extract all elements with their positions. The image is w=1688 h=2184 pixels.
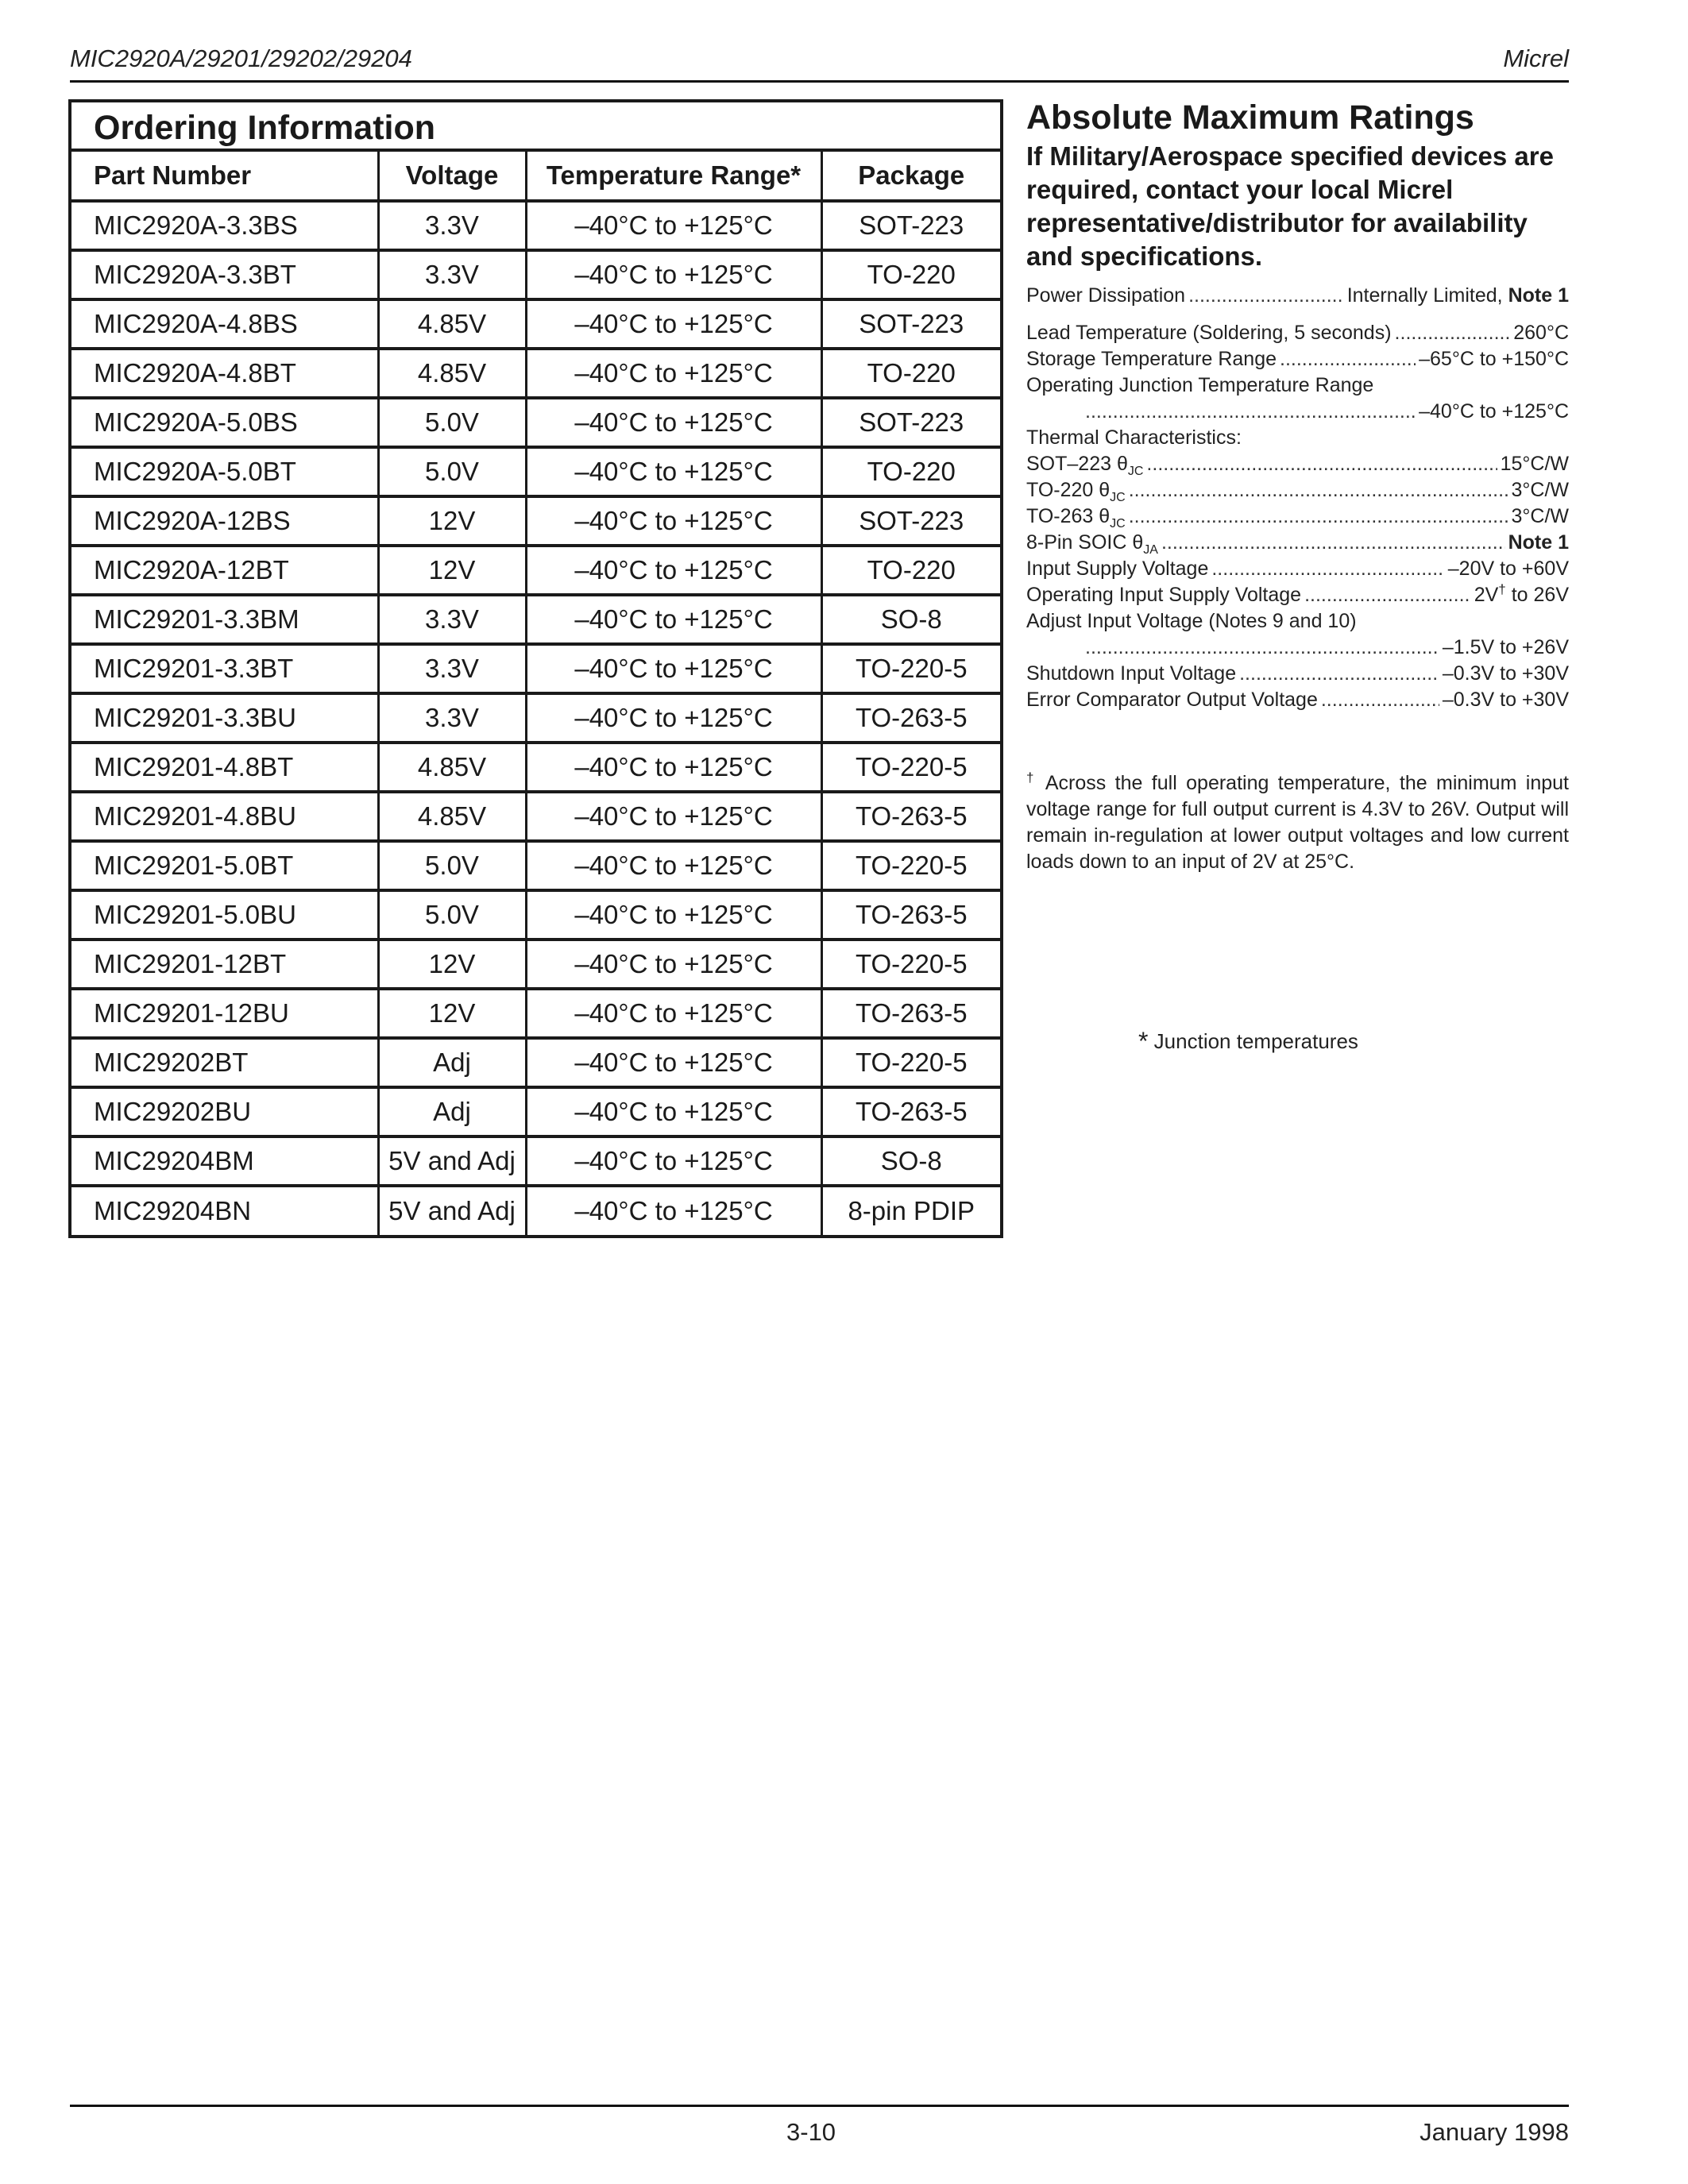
part-number-cell: MIC29201-4.8BT xyxy=(71,743,378,792)
rating-value: 3°C/W xyxy=(1511,505,1569,527)
voltage-cell: 3.3V xyxy=(378,250,526,299)
temperature-range-cell: –40°C to +125°C xyxy=(526,546,821,595)
package-cell: TO-220 xyxy=(821,546,1000,595)
part-number-cell: MIC2920A-12BT xyxy=(71,546,378,595)
rating-label: TO-220 $\theta_{JC}$ xyxy=(1026,479,1126,504)
leader-dots xyxy=(1146,451,1497,477)
voltage-cell: 5.0V xyxy=(378,398,526,447)
footer-rule xyxy=(70,2105,1569,2107)
voltage-cell: 5V and Adj xyxy=(378,1136,526,1186)
temperature-range-cell: –40°C to +125°C xyxy=(526,841,821,890)
rating-label: Power Dissipation xyxy=(1026,284,1186,307)
table-row xyxy=(71,299,1000,349)
package-cell: TO-263-5 xyxy=(821,989,1000,1038)
rating-sot223-theta xyxy=(1026,451,1569,477)
dagger-mark: † xyxy=(1498,581,1506,597)
temperature-range-cell: –40°C to +125°C xyxy=(526,447,821,496)
rating-value: Note 1 xyxy=(1508,531,1569,554)
header-rule xyxy=(70,80,1569,83)
rating-input-supply-voltage xyxy=(1026,556,1569,582)
leader-dots xyxy=(1085,399,1416,425)
part-number-cell: MIC29201-12BT xyxy=(71,940,378,989)
part-number-cell: MIC29201-3.3BU xyxy=(71,693,378,743)
rating-to220-theta xyxy=(1026,477,1569,504)
package-cell: TO-263-5 xyxy=(821,693,1000,743)
temperature-range-cell: –40°C to +125°C xyxy=(526,1136,821,1186)
rating-label: SOT–223 $\theta_{JC}$ xyxy=(1026,453,1144,478)
voltage-cell: 4.85V xyxy=(378,299,526,349)
package-cell: SOT-223 xyxy=(821,496,1000,546)
voltage-cell: 5.0V xyxy=(378,447,526,496)
voltage-cell: Adj xyxy=(378,1087,526,1136)
leader-dots xyxy=(1395,320,1511,346)
table-row xyxy=(71,1038,1000,1087)
package-cell: TO-220-5 xyxy=(821,940,1000,989)
note-reference: Note 1 xyxy=(1508,284,1569,307)
rating-value: –1.5V to +26V xyxy=(1442,636,1569,658)
page-number: 3-10 xyxy=(786,2118,836,2146)
part-number-cell: MIC29202BT xyxy=(71,1038,378,1087)
voltage-cell: 5V and Adj xyxy=(378,1186,526,1235)
package-cell: TO-263-5 xyxy=(821,792,1000,841)
part-number-cell: MIC29201-3.3BM xyxy=(71,595,378,644)
table-row xyxy=(71,841,1000,890)
voltage-cell: Adj xyxy=(378,1038,526,1087)
junction-footnote-text: Junction temperatures xyxy=(1148,1029,1358,1053)
part-number-cell: MIC29202BU xyxy=(71,1087,378,1136)
temperature-range-cell: –40°C to +125°C xyxy=(526,989,821,1038)
ordering-information-title: Ordering Information xyxy=(71,102,1000,152)
table-row xyxy=(71,1087,1000,1136)
asterisk-symbol: * xyxy=(1138,1027,1149,1055)
part-number-cell: MIC2920A-4.8BT xyxy=(71,349,378,398)
dagger-footnote-text: Across the full operating temperature, the minimum input voltage range for full output current is 4.3V to 26V. Output will remain in-regulation at lower output voltages and low current loads down to an input of 2V at 25°C. xyxy=(1026,772,1569,873)
package-cell: TO-220-5 xyxy=(821,841,1000,890)
rating-adjust-input-label: Adjust Input Voltage (Notes 9 and 10) xyxy=(1026,610,1357,632)
temperature-range-cell: –40°C to +125°C xyxy=(526,644,821,693)
junction-temperature-footnote xyxy=(1138,1027,1358,1056)
leader-dots xyxy=(1304,582,1471,608)
package-cell: TO-220-5 xyxy=(821,1038,1000,1087)
temperature-range-cell: –40°C to +125°C xyxy=(526,398,821,447)
package-cell: SO-8 xyxy=(821,1136,1000,1186)
rating-value: 15°C/W xyxy=(1500,453,1569,475)
voltage-cell: 12V xyxy=(378,989,526,1038)
table-row xyxy=(71,398,1000,447)
part-number-cell: MIC2920A-4.8BS xyxy=(71,299,378,349)
table-row xyxy=(71,743,1000,792)
rating-value: –40°C to +125°C xyxy=(1419,400,1569,423)
table-row xyxy=(71,989,1000,1038)
leader-dots xyxy=(1321,687,1439,713)
leader-dots xyxy=(1280,346,1416,372)
part-number-cell: MIC29201-5.0BT xyxy=(71,841,378,890)
table-row xyxy=(71,447,1000,496)
package-cell: TO-220 xyxy=(821,250,1000,299)
part-number-cell: MIC2920A-3.3BT xyxy=(71,250,378,299)
voltage-cell: 3.3V xyxy=(378,201,526,250)
voltage-cell: 4.85V xyxy=(378,743,526,792)
temperature-range-cell: –40°C to +125°C xyxy=(526,1087,821,1136)
rating-value: 2V† to 26V xyxy=(1474,581,1569,606)
military-aerospace-notice: If Military/Aerospace specified devices are required, contact your local Micrel representative/distributor for availability and specifications. xyxy=(1026,141,1554,271)
rating-to263-theta xyxy=(1026,504,1569,530)
table-row xyxy=(71,940,1000,989)
rating-label: Lead Temperature (Soldering, 5 seconds) xyxy=(1026,322,1392,344)
temperature-range-cell: –40°C to +125°C xyxy=(526,792,821,841)
package-cell: SOT-223 xyxy=(821,299,1000,349)
absolute-maximum-ratings-title: Absolute Maximum Ratings xyxy=(1026,98,1474,137)
table-row xyxy=(71,250,1000,299)
part-number-cell: MIC2920A-5.0BT xyxy=(71,447,378,496)
column-header-temperature-range: Temperature Range* xyxy=(526,152,821,201)
absolute-maximum-ratings-section xyxy=(1026,97,1569,713)
rating-operating-input-supply-voltage xyxy=(1026,582,1569,608)
leader-dots xyxy=(1239,661,1439,687)
column-header-voltage: Voltage xyxy=(378,152,526,201)
dagger-footnote xyxy=(1026,770,1569,875)
part-number-cell: MIC2920A-5.0BS xyxy=(71,398,378,447)
rating-label: Operating Input Supply Voltage xyxy=(1026,584,1302,606)
voltage-cell: 5.0V xyxy=(378,890,526,940)
ordering-header-row xyxy=(71,152,1000,201)
part-number-cell: MIC29201-3.3BT xyxy=(71,644,378,693)
rating-value: –65°C to +150°C xyxy=(1419,348,1569,370)
table-row xyxy=(71,693,1000,743)
rating-operating-junction-value-row xyxy=(1026,399,1569,425)
temperature-range-cell: –40°C to +125°C xyxy=(526,299,821,349)
rating-label: Input Supply Voltage xyxy=(1026,558,1209,580)
temperature-range-cell: –40°C to +125°C xyxy=(526,201,821,250)
leader-dots xyxy=(1161,530,1505,556)
leader-dots xyxy=(1129,504,1508,530)
header-doc-title: MIC2920A/29201/29202/29204 xyxy=(70,44,412,72)
package-cell: 8-pin PDIP xyxy=(821,1186,1000,1235)
voltage-cell: 3.3V xyxy=(378,644,526,693)
rating-error-comparator-output-voltage xyxy=(1026,687,1569,713)
ordering-table-body xyxy=(71,201,1000,1235)
table-row xyxy=(71,792,1000,841)
package-cell: SO-8 xyxy=(821,595,1000,644)
rating-soic8-theta xyxy=(1026,530,1569,556)
leader-dots xyxy=(1085,635,1439,661)
rating-label: Error Comparator Output Voltage xyxy=(1026,689,1318,711)
temperature-range-cell: –40°C to +125°C xyxy=(526,595,821,644)
voltage-cell: 12V xyxy=(378,940,526,989)
voltage-cell: 4.85V xyxy=(378,349,526,398)
part-number-cell: MIC2920A-12BS xyxy=(71,496,378,546)
ordering-information-table-box xyxy=(68,99,1003,1238)
rating-lead-temperature xyxy=(1026,320,1569,346)
rating-value: –0.3V to +30V xyxy=(1442,662,1569,685)
voltage-cell: 5.0V xyxy=(378,841,526,890)
temperature-range-cell: –40°C to +125°C xyxy=(526,743,821,792)
header-brand: Micrel xyxy=(1503,44,1569,72)
temperature-range-cell: –40°C to +125°C xyxy=(526,250,821,299)
table-row xyxy=(71,496,1000,546)
temperature-range-cell: –40°C to +125°C xyxy=(526,940,821,989)
table-row xyxy=(71,890,1000,940)
rating-value: 3°C/W xyxy=(1511,479,1569,501)
ratings-list xyxy=(1026,283,1569,713)
rating-value: Internally Limited, Note 1 xyxy=(1346,284,1569,307)
rating-operating-junction-label: Operating Junction Temperature Range xyxy=(1026,374,1374,396)
dagger-symbol: † xyxy=(1026,770,1037,785)
temperature-range-cell: –40°C to +125°C xyxy=(526,1038,821,1087)
package-cell: TO-220 xyxy=(821,447,1000,496)
column-header-part-number: Part Number xyxy=(71,152,378,201)
package-cell: TO-220 xyxy=(821,349,1000,398)
rating-power-dissipation xyxy=(1026,283,1569,309)
rating-storage-temperature xyxy=(1026,346,1569,372)
package-cell: SOT-223 xyxy=(821,398,1000,447)
ordering-table xyxy=(71,152,1000,1235)
part-number-cell: MIC29201-4.8BU xyxy=(71,792,378,841)
column-header-package: Package xyxy=(821,152,1000,201)
table-row xyxy=(71,201,1000,250)
temperature-range-cell: –40°C to +125°C xyxy=(526,349,821,398)
rating-label: Storage Temperature Range xyxy=(1026,348,1277,370)
voltage-cell: 3.3V xyxy=(378,595,526,644)
leader-dots xyxy=(1188,283,1344,309)
rating-value: 260°C xyxy=(1513,322,1569,344)
temperature-range-cell: –40°C to +125°C xyxy=(526,890,821,940)
temperature-range-cell: –40°C to +125°C xyxy=(526,496,821,546)
rating-label: TO-263 $\theta_{JC}$ xyxy=(1026,505,1126,531)
package-cell: SOT-223 xyxy=(821,201,1000,250)
table-row xyxy=(71,595,1000,644)
rating-value: –20V to +60V xyxy=(1447,558,1569,580)
table-row xyxy=(71,1186,1000,1235)
table-row xyxy=(71,1136,1000,1186)
part-number-cell: MIC29204BN xyxy=(94,1196,252,1225)
rating-value: –0.3V to +30V xyxy=(1442,689,1569,711)
package-cell: TO-220-5 xyxy=(821,743,1000,792)
voltage-cell: 12V xyxy=(378,546,526,595)
leader-dots xyxy=(1129,477,1508,504)
thermal-characteristics-label: Thermal Characteristics: xyxy=(1026,426,1242,449)
voltage-cell: 3.3V xyxy=(378,693,526,743)
table-row xyxy=(71,644,1000,693)
temperature-range-cell: –40°C to +125°C xyxy=(526,693,821,743)
package-cell: TO-263-5 xyxy=(821,890,1000,940)
part-number-cell: MIC29201-5.0BU xyxy=(71,890,378,940)
part-number-cell: MIC29201-12BU xyxy=(71,989,378,1038)
rating-shutdown-input-voltage xyxy=(1026,661,1569,687)
package-cell: TO-220-5 xyxy=(821,644,1000,693)
rating-label: 8-Pin SOIC $\theta_{JA}$ xyxy=(1026,531,1158,557)
voltage-cell: 4.85V xyxy=(378,792,526,841)
rating-label: Shutdown Input Voltage xyxy=(1026,662,1237,685)
package-cell: TO-263-5 xyxy=(821,1087,1000,1136)
leader-dots xyxy=(1211,556,1444,582)
voltage-cell: 12V xyxy=(378,496,526,546)
table-row xyxy=(71,349,1000,398)
part-number-cell: MIC29204BM xyxy=(71,1136,378,1186)
rating-adjust-input-value-row xyxy=(1026,635,1569,661)
temperature-range-cell: –40°C to +125°C xyxy=(526,1186,821,1235)
publication-date: January 1998 xyxy=(1420,2118,1569,2146)
table-row xyxy=(71,546,1000,595)
part-number-cell: MIC2920A-3.3BS xyxy=(71,201,378,250)
